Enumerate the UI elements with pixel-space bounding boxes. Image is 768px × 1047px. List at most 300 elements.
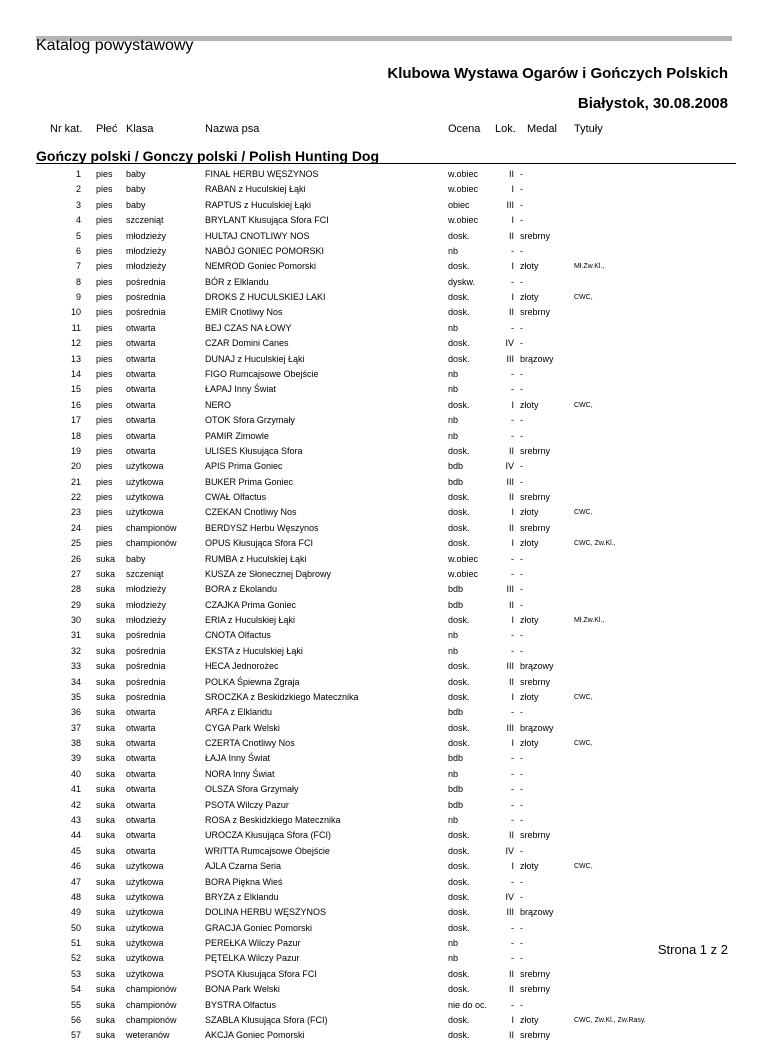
row-dog-name: ERIA z Huculskiej Łąki <box>205 615 296 625</box>
row-nr: 37 <box>70 722 81 733</box>
row-nr: 30 <box>70 615 81 625</box>
row-sex: pies <box>96 430 113 441</box>
row-sex: suka <box>96 815 116 825</box>
row-dog-name: APIS Prima Goniec <box>205 461 283 472</box>
row-placement: - <box>511 999 514 1010</box>
row-class: użytkowa <box>126 492 164 502</box>
row-dog-name: RAPTUS z Huculskiej Łąki <box>205 199 312 210</box>
row-class: otwarta <box>126 815 156 825</box>
row-nr: 1 <box>75 169 81 179</box>
row-nr: 48 <box>70 891 81 902</box>
page-number: Strona 1 z 2 <box>657 942 728 957</box>
row-sex: pies <box>96 476 113 487</box>
row-grade: dosk. <box>448 292 470 302</box>
row-titles: CWC, Zw.Kl., <box>574 540 616 548</box>
row-medal: - <box>520 630 523 641</box>
row-class: otwarta <box>126 368 156 379</box>
row-nr: 56 <box>70 1014 81 1025</box>
row-medal: srebrny <box>520 445 551 456</box>
row-class: otwarta <box>126 353 156 364</box>
row-grade: dosk. <box>448 891 470 902</box>
row-nr: 28 <box>70 584 81 595</box>
row-medal: złoty <box>520 261 539 272</box>
breed-group-title: Gończy polski / Gonczy polski / Polish Hunting Dog <box>36 148 380 164</box>
row-grade: dosk. <box>448 922 470 933</box>
row-placement: IV <box>505 845 514 856</box>
row-dog-name: KUSZA ze Słonecznej Dąbrowy <box>205 568 332 579</box>
row-class: szczeniąt <box>126 568 164 579</box>
column-header-titles: Tytuły <box>574 123 603 135</box>
row-placement: - <box>511 645 514 656</box>
document-title: Katalog powystawowy <box>36 37 194 54</box>
row-dog-name: PSOTA Wilczy Pazur <box>205 799 289 810</box>
row-placement: II <box>508 830 514 841</box>
row-dog-name: BORA Piękna Wieś <box>205 876 283 887</box>
column-header-medal: Medal <box>527 123 557 135</box>
row-nr: 33 <box>70 661 81 672</box>
row-sex: pies <box>96 445 113 456</box>
row-sex: suka <box>96 845 116 856</box>
row-sex: pies <box>96 399 113 410</box>
row-grade: bdb <box>448 784 464 795</box>
row-nr: 35 <box>70 691 81 702</box>
row-nr: 54 <box>70 984 81 995</box>
row-sex: pies <box>96 415 113 426</box>
row-dog-name: AJLA Czarna Seria <box>205 861 282 872</box>
row-nr: 2 <box>75 184 81 195</box>
row-nr: 47 <box>70 876 81 887</box>
row-medal: - <box>520 599 523 610</box>
row-medal: - <box>520 338 523 349</box>
row-dog-name: CZEKAN Cnotliwy Nos <box>205 507 297 518</box>
row-nr: 51 <box>70 938 81 948</box>
column-header-name: Nazwa psa <box>205 123 260 135</box>
row-class: otwarta <box>126 784 156 795</box>
row-sex: pies <box>96 522 113 533</box>
row-placement: III <box>506 907 514 918</box>
row-sex: pies <box>96 338 113 349</box>
table-row <box>0 1028 768 1047</box>
row-class: otwarta <box>126 338 156 349</box>
row-class: otwarta <box>126 707 156 718</box>
row-sex: pies <box>96 492 113 502</box>
row-sex: suka <box>96 984 116 995</box>
row-class: użytkowa <box>126 968 164 979</box>
row-medal: złoty <box>520 399 539 410</box>
row-sex: suka <box>96 999 116 1010</box>
row-medal: - <box>520 784 523 795</box>
row-medal: złoty <box>520 691 539 702</box>
row-dog-name: CYGA Park Welski <box>205 722 280 733</box>
row-sex: suka <box>96 953 116 964</box>
row-medal: - <box>520 415 523 426</box>
row-nr: 31 <box>70 630 81 641</box>
row-sex: suka <box>96 707 116 718</box>
row-class: otwarta <box>126 399 156 410</box>
row-medal: srebrny <box>520 307 551 318</box>
row-medal: - <box>520 922 523 933</box>
row-grade: dosk. <box>448 907 470 918</box>
row-class: otwarta <box>126 415 156 426</box>
row-grade: dosk. <box>448 261 470 272</box>
row-grade: obiec <box>448 199 470 210</box>
row-sex: pies <box>96 538 113 549</box>
row-placement: II <box>508 984 514 995</box>
row-grade: dosk. <box>448 492 470 502</box>
row-medal: - <box>520 891 523 902</box>
event-place-date: Białystok, 30.08.2008 <box>577 95 728 112</box>
row-class: otwarta <box>126 322 156 333</box>
row-placement: IV <box>505 891 514 902</box>
row-medal: - <box>520 322 523 333</box>
row-grade: dosk. <box>448 538 470 549</box>
row-medal: brązowy <box>520 722 554 733</box>
row-nr: 4 <box>75 215 81 226</box>
row-class: młodzieży <box>126 245 167 256</box>
row-placement: - <box>511 799 514 810</box>
row-medal: srebrny <box>520 676 551 687</box>
row-placement: I <box>511 1014 514 1025</box>
row-class: pośrednia <box>126 276 166 287</box>
row-sex: suka <box>96 784 116 795</box>
row-grade: dosk. <box>448 861 470 872</box>
row-titles: CWC, Zw.Kl., Zw.Rasy, <box>574 1016 646 1024</box>
row-dog-name: ŁAPAJ Inny Świat <box>205 384 276 395</box>
row-medal: złoty <box>520 738 539 749</box>
row-dog-name: BONA Park Welski <box>205 984 280 995</box>
row-class: użytkowa <box>126 938 164 948</box>
column-header-place: Lok. <box>495 123 516 135</box>
row-dog-name: BORA z Ekolandu <box>205 584 278 595</box>
row-class: użytkowa <box>126 861 164 872</box>
row-grade: dosk. <box>448 522 470 533</box>
row-dog-name: NEMROD Goniec Pomorski <box>205 261 317 272</box>
row-medal: - <box>520 476 523 487</box>
row-placement: III <box>506 722 514 733</box>
row-medal: - <box>520 753 523 764</box>
row-medal: - <box>520 430 523 441</box>
row-dog-name: AKCJA Goniec Pomorski <box>205 1030 305 1041</box>
row-placement: IV <box>505 338 514 349</box>
row-nr: 53 <box>70 968 81 979</box>
row-sex: suka <box>96 968 116 979</box>
row-medal: srebrny <box>520 230 551 241</box>
row-grade: nb <box>448 953 459 964</box>
row-placement: - <box>511 430 514 441</box>
row-class: baby <box>126 169 146 179</box>
row-class: pośrednia <box>126 292 166 302</box>
column-header-grade: Ocena <box>448 123 481 135</box>
row-nr: 29 <box>70 599 81 610</box>
row-placement: - <box>511 815 514 825</box>
row-medal: - <box>520 845 523 856</box>
row-medal: brązowy <box>520 907 554 918</box>
row-class: młodzieży <box>126 584 167 595</box>
row-grade: nie do oc. <box>448 999 488 1010</box>
row-grade: dosk. <box>448 661 470 672</box>
row-class: baby <box>126 553 146 564</box>
row-dog-name: CZAJKA Prima Goniec <box>205 599 297 610</box>
row-medal: srebrny <box>520 1030 551 1041</box>
row-grade: nb <box>448 938 459 948</box>
row-class: użytkowa <box>126 922 164 933</box>
row-dog-name: ULISES Kłusująca Sfora <box>205 445 303 456</box>
row-placement: I <box>511 184 514 195</box>
row-sex: suka <box>96 799 116 810</box>
row-nr: 34 <box>70 676 81 687</box>
row-nr: 13 <box>70 353 81 364</box>
row-sex: suka <box>96 938 116 948</box>
row-nr: 43 <box>70 815 81 825</box>
row-placement: - <box>511 753 514 764</box>
row-class: otwarta <box>126 768 156 779</box>
row-grade: w.obiec <box>448 184 479 195</box>
row-nr: 7 <box>75 261 81 272</box>
row-placement: II <box>508 307 514 318</box>
row-placement: II <box>508 522 514 533</box>
row-class: użytkowa <box>126 476 164 487</box>
row-placement: II <box>508 968 514 979</box>
row-grade: dosk. <box>448 338 470 349</box>
row-placement: - <box>511 245 514 256</box>
row-grade: dosk. <box>448 738 470 749</box>
row-class: pośrednia <box>126 630 166 641</box>
row-grade: bdb <box>448 707 464 718</box>
row-sex: pies <box>96 461 113 472</box>
row-titles: CWC, <box>574 863 593 871</box>
row-nr: 10 <box>70 307 81 318</box>
row-medal: - <box>520 799 523 810</box>
row-dog-name: BRYLANT Kłusująca Sfora FCI <box>205 215 329 226</box>
row-dog-name: HULTAJ CNOTLIWY NOS <box>205 230 310 241</box>
row-class: młodzieży <box>126 261 167 272</box>
row-sex: suka <box>96 553 116 564</box>
row-class: użytkowa <box>126 507 164 518</box>
row-medal: - <box>520 276 523 287</box>
row-grade: dosk. <box>448 445 470 456</box>
row-nr: 38 <box>70 738 81 749</box>
row-dog-name: SROCZKA z Beskidzkiego Matecznika <box>205 691 359 702</box>
row-grade: dosk. <box>448 399 470 410</box>
row-grade: nb <box>448 630 459 641</box>
row-class: pośrednia <box>126 676 166 687</box>
row-nr: 11 <box>71 322 81 333</box>
row-class: championów <box>126 1014 177 1025</box>
row-nr: 24 <box>70 522 81 533</box>
row-nr: 8 <box>75 276 81 287</box>
row-medal: - <box>520 553 523 564</box>
row-class: pośrednia <box>126 691 166 702</box>
row-titles: CWC, <box>574 294 593 301</box>
row-sex: pies <box>96 368 113 379</box>
row-class: championów <box>126 999 177 1010</box>
row-sex: suka <box>96 768 116 779</box>
row-nr: 23 <box>70 507 81 518</box>
row-dog-name: FIGO Rumcajsowe Obejście <box>205 368 319 379</box>
row-medal: - <box>520 245 523 256</box>
row-placement: II <box>508 1030 514 1041</box>
row-placement: - <box>511 384 514 395</box>
row-dog-name: BERDYSZ Herbu Węszynos <box>205 522 319 533</box>
row-dog-name: DUNAJ z Huculskiej Łąki <box>205 353 305 364</box>
row-class: pośrednia <box>126 661 166 672</box>
row-nr: 3 <box>75 199 81 210</box>
row-grade: bdb <box>448 799 464 810</box>
row-grade: dosk. <box>448 1014 470 1025</box>
row-nr: 12 <box>70 338 81 349</box>
row-dog-name: GRACJA Goniec Pomorski <box>205 922 313 933</box>
row-class: championów <box>126 984 177 995</box>
row-placement: I <box>511 507 514 518</box>
row-medal: - <box>520 568 523 579</box>
row-nr: 52 <box>70 953 81 964</box>
row-dog-name: FINAŁ HERBU WĘSZYNOS <box>205 169 319 179</box>
row-dog-name: BUKER Prima Goniec <box>205 476 294 487</box>
row-placement: III <box>506 476 514 487</box>
row-grade: nb <box>448 815 459 825</box>
row-dog-name: NERO <box>205 399 232 410</box>
row-grade: bdb <box>448 584 464 595</box>
row-nr: 18 <box>70 430 81 441</box>
row-sex: suka <box>96 922 116 933</box>
row-medal: złoty <box>520 507 539 518</box>
row-titles: Mł.Zw.Kl., <box>574 617 605 624</box>
row-grade: w.obiec <box>448 169 479 179</box>
row-sex: suka <box>96 861 116 872</box>
row-dog-name: CWAŁ Olfactus <box>205 492 267 502</box>
row-placement: - <box>511 415 514 426</box>
row-placement: - <box>511 938 514 948</box>
row-nr: 19 <box>70 445 81 456</box>
row-nr: 42 <box>70 799 81 810</box>
row-nr: 5 <box>75 230 81 241</box>
row-medal: - <box>520 461 523 472</box>
row-dog-name: POLKA Śpiewna Zgraja <box>205 676 300 687</box>
row-sex: suka <box>96 661 116 672</box>
row-medal: srebrny <box>520 522 551 533</box>
row-medal: - <box>520 368 523 379</box>
row-titles: Mł.Zw.Kl., <box>574 263 605 271</box>
row-class: championów <box>126 538 177 549</box>
row-nr: 39 <box>70 753 81 764</box>
row-medal: złoty <box>520 615 539 625</box>
row-nr: 32 <box>70 645 81 656</box>
row-sex: pies <box>96 230 113 241</box>
row-grade: dosk. <box>448 968 470 979</box>
row-medal: - <box>520 584 523 595</box>
row-sex: pies <box>96 261 113 272</box>
row-grade: dosk. <box>448 676 470 687</box>
row-grade: dosk. <box>448 722 470 733</box>
row-grade: dosk. <box>448 615 470 625</box>
row-dog-name: NABÓJ GONIEC POMORSKI <box>205 245 325 256</box>
row-grade: dosk. <box>448 830 470 841</box>
row-nr: 6 <box>75 245 81 256</box>
row-grade: w.obiec <box>448 553 479 564</box>
row-medal: - <box>520 815 523 825</box>
row-placement: I <box>511 261 514 272</box>
row-sex: suka <box>96 568 116 579</box>
row-sex: suka <box>96 599 116 610</box>
row-dog-name: OLSZA Sfora Grzymały <box>205 784 299 795</box>
row-dog-name: BÓR z Elklandu <box>205 276 269 287</box>
row-nr: 41 <box>70 784 81 795</box>
row-grade: nb <box>448 245 459 256</box>
row-placement: - <box>511 784 514 795</box>
row-sex: suka <box>96 753 116 764</box>
row-medal: złoty <box>520 861 539 872</box>
row-medal: srebrny <box>520 984 551 995</box>
row-nr: 57 <box>70 1030 81 1041</box>
row-placement: I <box>511 738 514 749</box>
row-placement: - <box>511 322 514 333</box>
row-medal: złoty <box>520 292 539 302</box>
row-class: otwarta <box>126 738 156 749</box>
row-grade: dosk. <box>448 507 470 518</box>
row-placement: III <box>506 199 514 210</box>
row-sex: pies <box>96 169 113 179</box>
row-medal: brązowy <box>520 661 554 672</box>
row-titles: CWC, <box>574 401 593 409</box>
row-dog-name: ROSA z Beskidzkiego Matecznika <box>205 815 341 825</box>
row-sex: pies <box>96 215 113 226</box>
row-medal: - <box>520 645 523 656</box>
row-medal: srebrny <box>520 830 551 841</box>
row-placement: II <box>508 169 514 179</box>
row-nr: 40 <box>70 768 81 779</box>
row-nr: 55 <box>70 999 81 1010</box>
column-header-sex: Płeć <box>96 123 118 135</box>
row-nr: 9 <box>75 292 81 302</box>
row-nr: 15 <box>70 384 81 395</box>
row-grade: nb <box>448 384 459 395</box>
row-titles: CWC, <box>574 693 593 701</box>
row-placement: - <box>511 768 514 779</box>
row-dog-name: DOLINA HERBU WĘSZYNOS <box>205 907 327 918</box>
row-nr: 44 <box>70 830 81 841</box>
row-class: młodzieży <box>126 599 167 610</box>
row-medal: - <box>520 768 523 779</box>
row-medal: srebrny <box>520 492 551 502</box>
row-placement: - <box>511 276 514 287</box>
row-placement: I <box>511 861 514 872</box>
row-medal: brązowy <box>520 353 554 364</box>
row-grade: dosk. <box>448 230 470 241</box>
row-grade: nb <box>448 322 459 333</box>
row-sex: suka <box>96 1014 116 1025</box>
row-medal: - <box>520 384 523 395</box>
row-medal: - <box>520 215 523 226</box>
row-nr: 16 <box>70 399 81 410</box>
row-dog-name: BRYZA z Elklandu <box>205 891 279 902</box>
row-medal: złoty <box>520 538 539 549</box>
row-class: championów <box>126 522 177 533</box>
row-class: otwarta <box>126 722 156 733</box>
row-grade: nb <box>448 768 459 779</box>
row-grade: nb <box>448 415 459 426</box>
row-sex: pies <box>96 307 113 318</box>
row-class: pośrednia <box>126 645 166 656</box>
row-sex: suka <box>96 584 116 595</box>
row-placement: - <box>511 368 514 379</box>
row-dog-name: EMIR Cnotliwy Nos <box>205 307 283 318</box>
row-class: użytkowa <box>126 461 164 472</box>
row-sex: suka <box>96 1030 116 1041</box>
row-class: otwarta <box>126 845 156 856</box>
row-sex: pies <box>96 276 113 287</box>
row-dog-name: PEREŁKA Wilczy Pazur <box>205 938 301 948</box>
row-nr: 20 <box>70 461 81 472</box>
